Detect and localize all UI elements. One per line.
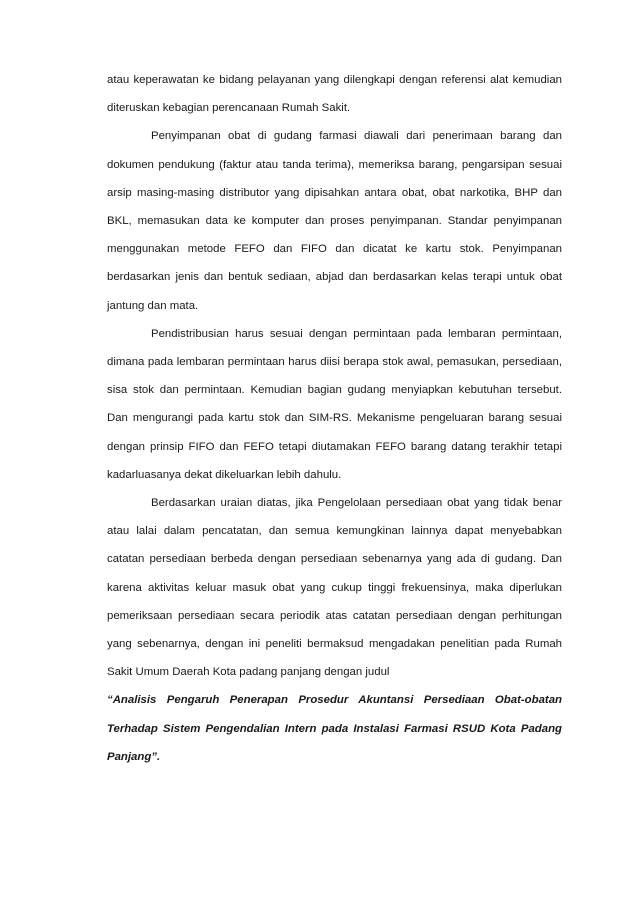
paragraph-pendistribusian: Pendistribusian harus sesuai dengan permintaan pada lembaran permintaan, dimana pada lembaran permintaan harus diisi berapa stok awal, pemasukan, persediaan, sisa stok dan permintaan. Kemudian bagian gudang menyiapkan kebutuhan tersebut. Dan mengurangi pada kartu stok dan SIM-RS. Mekanisme pengeluaran barang sesuai dengan prinsip FIFO dan FEFO tetapi diutamakan FEFO barang datang terakhir tetapi kadarluasanya dekat dikeluarkan lebih dahulu. [107, 327, 562, 481]
document-body [107, 66, 562, 771]
paragraph-berdasarkan: Berdasarkan uraian diatas, jika Pengelolaan persediaan obat yang tidak benar atau lalai dalam pencatatan, dan semua kemungkinan lainnya dapat menyebabkan catatan persediaan berbeda dengan persediaan sebenarnya yang ada di gudang. Dan karena aktivitas keluar masuk obat yang cukup tinggi frekuensinya, maka diperlukan pemeriksaan persediaan secara periodik atas catatan persediaan dengan perhitungan yang sebenarnya, dengan ini peneliti bermaksud mengadakan penelitian pada Rumah Sakit Umum Daerah Kota padang panjang dengan judul [107, 497, 562, 679]
paragraph-continuation: atau keperawatan ke bidang pelayanan yang dilengkapi dengan referensi alat kemudian diteruskan kebagian perencanaan Rumah Sakit. [107, 74, 562, 115]
research-title: “Analisis Pengaruh Penerapan Prosedur Akuntansi Persediaan Obat-obatan Terhadap Sistem Pengendalian Intern pada Instalasi Farmasi RSUD Kota Padang Panjang”. [107, 694, 562, 763]
paragraph-penyimpanan: Penyimpanan obat di gudang farmasi diawali dari penerimaan barang dan dokumen pendukung (faktur atau tanda terima), memeriksa barang, pengarsipan sesuai arsip masing-masing distributor yang dipisahkan antara obat, obat narkotika, BHP dan BKL, memasukan data ke komputer dan proses penyimpanan. Standar penyimpanan menggunakan metode FEFO dan FIFO dan dicatat ke kartu stok. Penyimpanan berdasarkan jenis dan bentuk sediaan, abjad dan berdasarkan kelas terapi untuk obat jantung dan mata. [107, 130, 562, 312]
